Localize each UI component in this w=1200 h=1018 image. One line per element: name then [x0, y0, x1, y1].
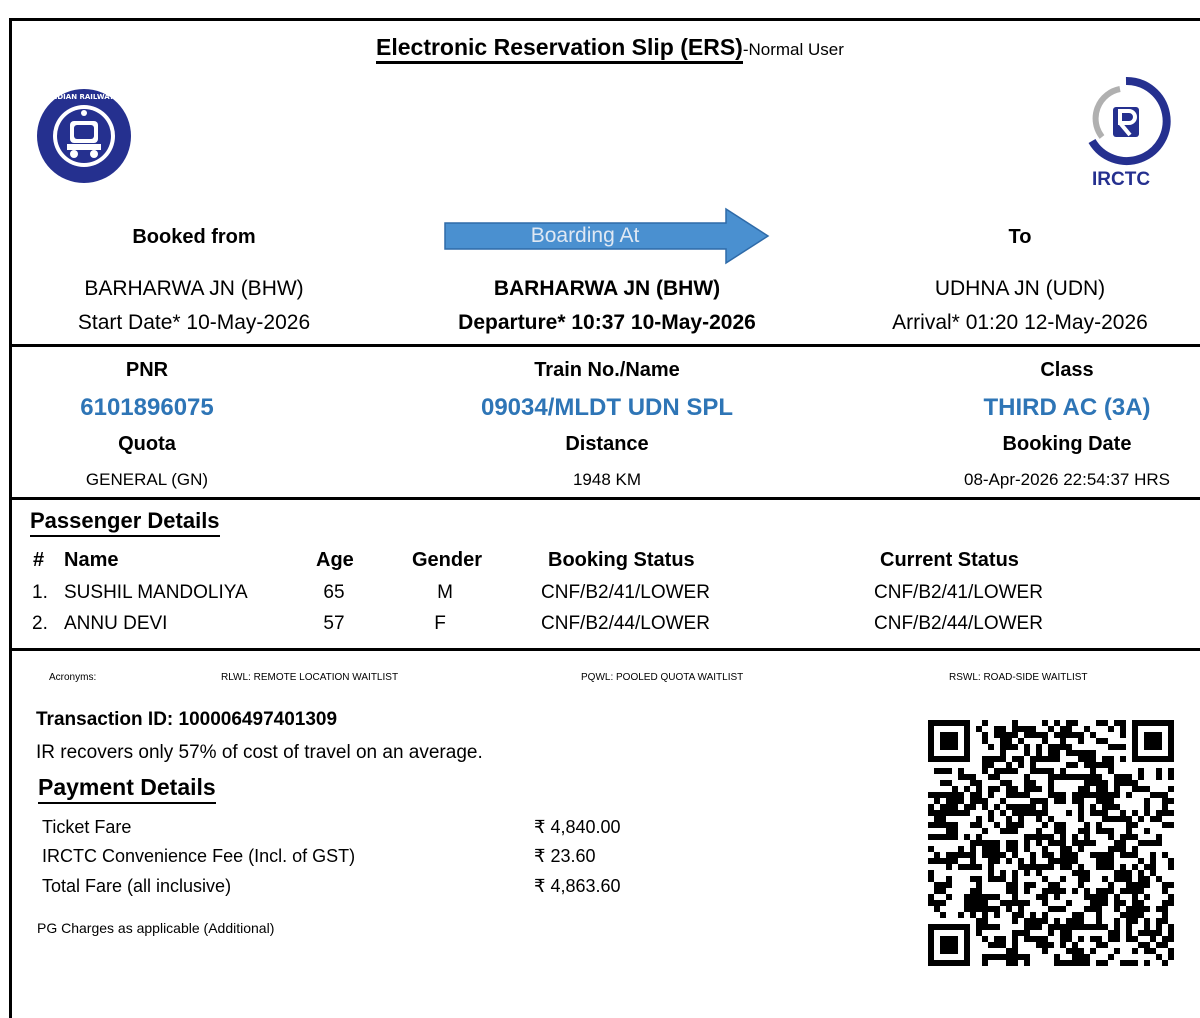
- qr-code: [928, 720, 1174, 966]
- to-label: To: [1008, 226, 1032, 248]
- passenger-age: 57: [323, 613, 345, 634]
- passenger-name: ANNU DEVI: [64, 613, 168, 634]
- acronym-rswl: RSWL: ROAD-SIDE WAITLIST: [949, 672, 1088, 683]
- irctc-logo: [1080, 75, 1172, 195]
- passenger-details-title: Passenger Details: [30, 508, 220, 537]
- ticket-fare-amount: ₹ 4,840.00: [534, 817, 621, 837]
- passenger-age: 65: [323, 582, 345, 603]
- boarding-station: BARHARWA JN (BHW): [493, 277, 721, 300]
- irctc-logo-text: IRCTC: [1092, 169, 1151, 190]
- divider: [12, 344, 1200, 347]
- booking-date-label: Booking Date: [1002, 433, 1132, 455]
- passenger-name: SUSHIL MANDOLIYA: [64, 582, 248, 603]
- arrival-time: Arrival* 01:20 12-May-2026: [892, 311, 1148, 334]
- divider: [12, 497, 1200, 500]
- page-subtitle: -Normal User: [742, 40, 844, 59]
- pg-charges-note: PG Charges as applicable (Additional): [37, 920, 275, 936]
- destination-station: UDHNA JN (UDN): [934, 277, 1106, 300]
- class-label: Class: [1040, 359, 1094, 381]
- distance-value: 1948 KM: [572, 470, 642, 489]
- start-date: Start Date* 10-May-2026: [77, 311, 311, 334]
- passenger-gender: M: [437, 582, 453, 603]
- column-header: Name: [64, 549, 119, 571]
- boarding-at-label: Boarding At: [530, 224, 640, 247]
- transaction-id: Transaction ID: 100006497401309: [36, 709, 338, 730]
- cost-recovery-note: IR recovers only 57% of cost of travel on an average.: [36, 742, 483, 763]
- header: [376, 34, 844, 61]
- boarding-arrow: [444, 207, 770, 265]
- indian-railways-logo: [34, 86, 134, 186]
- svg-text:INDIAN RAILWAYS: INDIAN RAILWAYS: [48, 93, 120, 101]
- booking-status: CNF/B2/41/LOWER: [541, 582, 710, 603]
- quota-label: Quota: [118, 433, 176, 455]
- column-header: Gender: [412, 549, 483, 571]
- column-header: Current Status: [880, 549, 1019, 571]
- booked-from-label: Booked from: [132, 226, 256, 248]
- column-header: Booking Status: [548, 549, 695, 571]
- column-header: Age: [316, 549, 354, 571]
- total-fare-amount: ₹ 4,863.60: [534, 876, 621, 896]
- passenger-number: 2.: [32, 613, 48, 634]
- passenger-number: 1.: [32, 582, 48, 603]
- quota-value: GENERAL (GN): [85, 470, 209, 489]
- column-header: #: [33, 549, 45, 571]
- current-status: CNF/B2/41/LOWER: [874, 582, 1043, 603]
- payment-details-title: Payment Details: [38, 774, 216, 804]
- ticket-fare-label: Ticket Fare: [42, 817, 132, 837]
- train-number-name: 09034/MLDT UDN SPL: [480, 394, 734, 421]
- pnr-number: 6101896075: [80, 394, 214, 421]
- travel-class: THIRD AC (3A): [983, 394, 1151, 421]
- current-status: CNF/B2/44/LOWER: [874, 613, 1043, 634]
- booking-status: CNF/B2/44/LOWER: [541, 613, 710, 634]
- departure-time: Departure* 10:37 10-May-2026: [458, 311, 756, 334]
- divider: [12, 648, 1200, 651]
- page-title: Electronic Reservation Slip (ERS): [376, 34, 743, 64]
- train-label: Train No./Name: [534, 359, 680, 381]
- total-fare-label: Total Fare (all inclusive): [42, 876, 232, 896]
- acronym-rlwl: RLWL: REMOTE LOCATION WAITLIST: [221, 672, 399, 683]
- from-station: BARHARWA JN (BHW): [84, 277, 304, 300]
- convenience-fee-amount: ₹ 23.60: [534, 846, 596, 866]
- pnr-label: PNR: [125, 359, 169, 381]
- distance-label: Distance: [565, 433, 649, 455]
- passenger-gender: F: [434, 613, 446, 634]
- acronyms-label: Acronyms:: [49, 672, 97, 683]
- acronym-pqwl: PQWL: POOLED QUOTA WAITLIST: [581, 672, 744, 683]
- convenience-fee-label: IRCTC Convenience Fee (Incl. of GST): [42, 846, 356, 866]
- booking-date-value: 08-Apr-2026 22:54:37 HRS: [963, 470, 1171, 489]
